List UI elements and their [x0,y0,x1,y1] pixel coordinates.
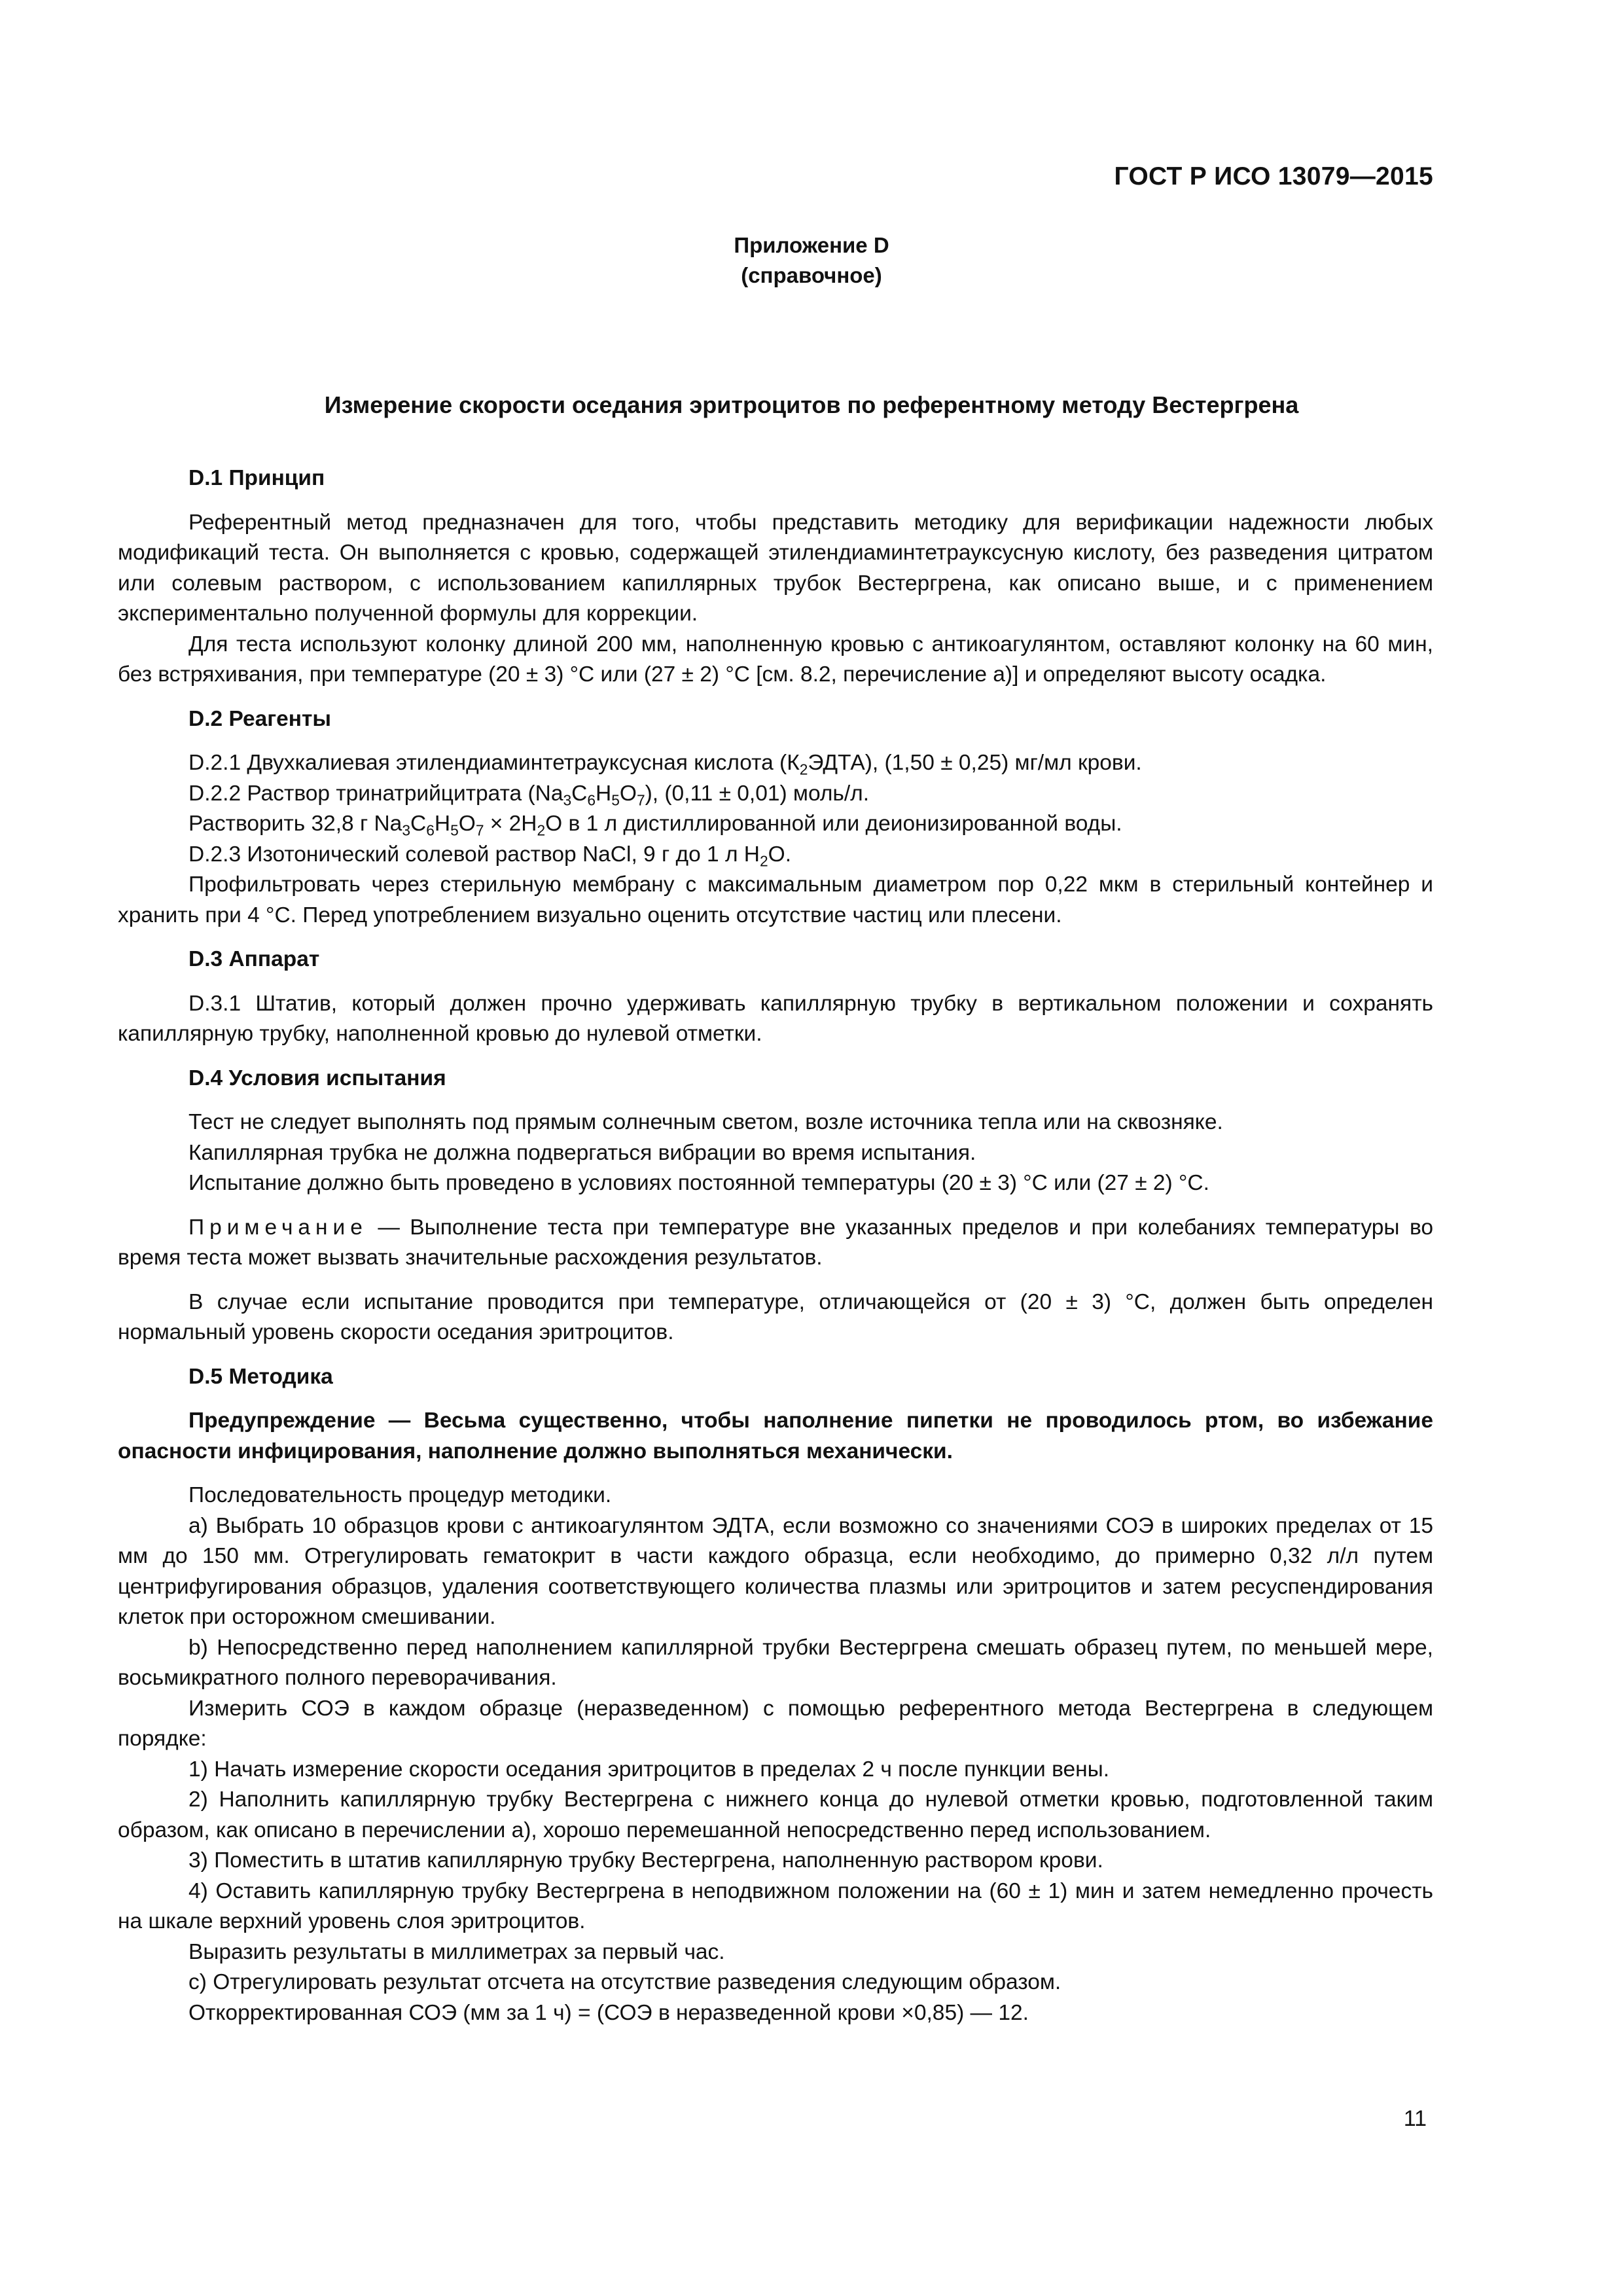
warning: Предупреждение — Весьма существенно, чтобы наполнение пипетки не проводилось ртом, во избежание опасности инфицирования, наполнение должно выполняться механически. [118,1408,1433,1463]
formula: Откорректированная СОЭ (мм за 1 ч) = (СОЭ в неразведенной крови ×0,85) — 12. [188,2000,1029,2025]
document-body [118,463,1433,2028]
section-heading-d3: D.3 Аппарат [188,947,320,971]
section-heading-d1: D.1 Принцип [188,466,325,490]
paragraph-d2-2: D.2.2 Раствор тринатрийцитрата $(Na_3C_6H_5O_7)$, (0,11 ± 0,01) моль/л. [188,781,870,808]
list-item-a: а) Выбрать 10 образцов крови с антикоагулянтом ЭДТА, если возможно со значениями СОЭ в широких пределах от 15 мм до 150 мм. Отрегулировать гематокрит в части каждого образца, если необходимо, до примерно 0,32 л/л путем центрифугирования образцов, удаления соответствующего количества плазмы или эритроцитов и затем ресуспендирования клеток при осторожном смешивании. [118,1513,1433,1629]
step-1: 1) Начать измерение скорости оседания эритроцитов в пределах 2 ч после пункции вены. [188,1757,1110,1782]
note [118,1213,1433,1274]
list-item-c: с) Отрегулировать результат отсчета на отсутствие разведения следующим образом. [188,1970,1061,1994]
paragraph-d2-1: D.2.1 Двухкалиевая этилендиаминтетрауксусная кислота $(К_2ЭДТА)$, (1,50 ± 0,25) мг/мл крови. [188,751,1142,778]
page-number: 11 [1403,2106,1427,2131]
paragraph-d3-1: D.3.1 Штатив, который должен прочно удерживать капиллярную трубку в вертикальном положении и сохранять капиллярную трубку, наполненной кровью до нулевой отметки. [118,991,1433,1046]
paragraph: Для теста используют колонку длиной 200 мм, наполненную кровью с антикоагулянтом, оставляют колонку на 60 мин, без встряхивания, при температуре (20 ± 3) °С или (27 ± 2) °С [см. 8.2, перечисление а)] и определяют высоту осадка. [118,632,1433,687]
paragraph: Последовательность процедур методики. [188,1483,612,1507]
annex-label [0,230,1623,291]
note-label: Примечание [188,1215,368,1240]
annex-heading: Измерение скорости оседания эритроцитов по референтному методу Вестергрена [324,391,1299,418]
annex-type: (справочное) [741,263,882,287]
list-item-b: b) Непосредственно перед наполнением капиллярной трубки Вестергрена смешать образец путем, по меньшей мере, восьмикратного полного переворачивания. [118,1635,1433,1690]
paragraph-dissolve: Растворить 32,8 г $Na_3C_6H_5O_7 \times 2H_2O$ в 1 л дистиллированной или деионизированной воды. [188,812,1122,839]
step-3: 3) Поместить в штатив капиллярную трубку Вестергрена, наполненную раствором крови. [188,1848,1103,1873]
paragraph: Референтный метод предназначен для того, чтобы представить методику для верификации надежности любых модификаций теста. Он выполняется с кровью, содержащей этилендиаминтетрауксусную кислоту, без разведения цитратом или солевым раствором, с использованием капиллярных трубок Вестергрена, как описано выше, и с применением экспериментально полученной формулы для коррекции. [118,510,1433,626]
section-heading-d2: D.2 Реагенты [188,706,332,731]
section-heading-d4: D.4 Условия испытания [188,1066,446,1090]
standard-designation: ГОСТ Р ИСО 13079—2015 [1114,162,1433,190]
paragraph-d2-3: D.2.3 Изотонический солевой раствор NaCl, 9 г до 1 л $H_2O$. [188,842,792,869]
step-4: 4) Оставить капиллярную трубку Вестергрена в неподвижном положении на (60 ± 1) мин и затем немедленно прочесть на шкале верхний уровень слоя эритроцитов. [118,1878,1433,1933]
paragraph: В случае если испытание проводится при температуре, отличающейся от (20 ± 3) °С, должен быть определен нормальный уровень скорости оседания эритроцитов. [118,1289,1433,1344]
paragraph: Капиллярная трубка не должна подвергаться вибрации во время испытания. [188,1140,976,1165]
note-text: — Выполнение теста при температуре вне указанных пределов и при колебаниях температуры во время теста может вызвать значительные расхождения результатов. [118,1215,1433,1270]
section-heading-d5: D.5 Методика [188,1364,333,1389]
paragraph: Испытание должно быть проведено в условиях постоянной температуры (20 ± 3) °С или (27 ± 2) °С. [188,1171,1209,1195]
paragraph: Измерить СОЭ в каждом образце (неразведенном) с помощью референтного метода Вестергрена в следующем порядке: [118,1696,1433,1751]
paragraph: Тест не следует выполнять под прямым солнечным светом, возле источника тепла или на сквозняке. [188,1110,1223,1134]
paragraph: Выразить результаты в миллиметрах за первый час. [188,1939,725,1964]
step-2: 2) Наполнить капиллярную трубку Вестергрена с нижнего конца до нулевой отметки кровью, подготовленной таким образом, как описано в перечислении а), хорошо перемешанной непосредственно перед использованием. [118,1787,1433,1842]
paragraph: Профильтровать через стерильную мембрану с максимальным диаметром пор 0,22 мкм в стерильный контейнер и хранить при 4 °С. Перед употреблением визуально оценить отсутствие частиц или плесени. [118,872,1433,927]
annex-title: Приложение D [734,233,889,257]
